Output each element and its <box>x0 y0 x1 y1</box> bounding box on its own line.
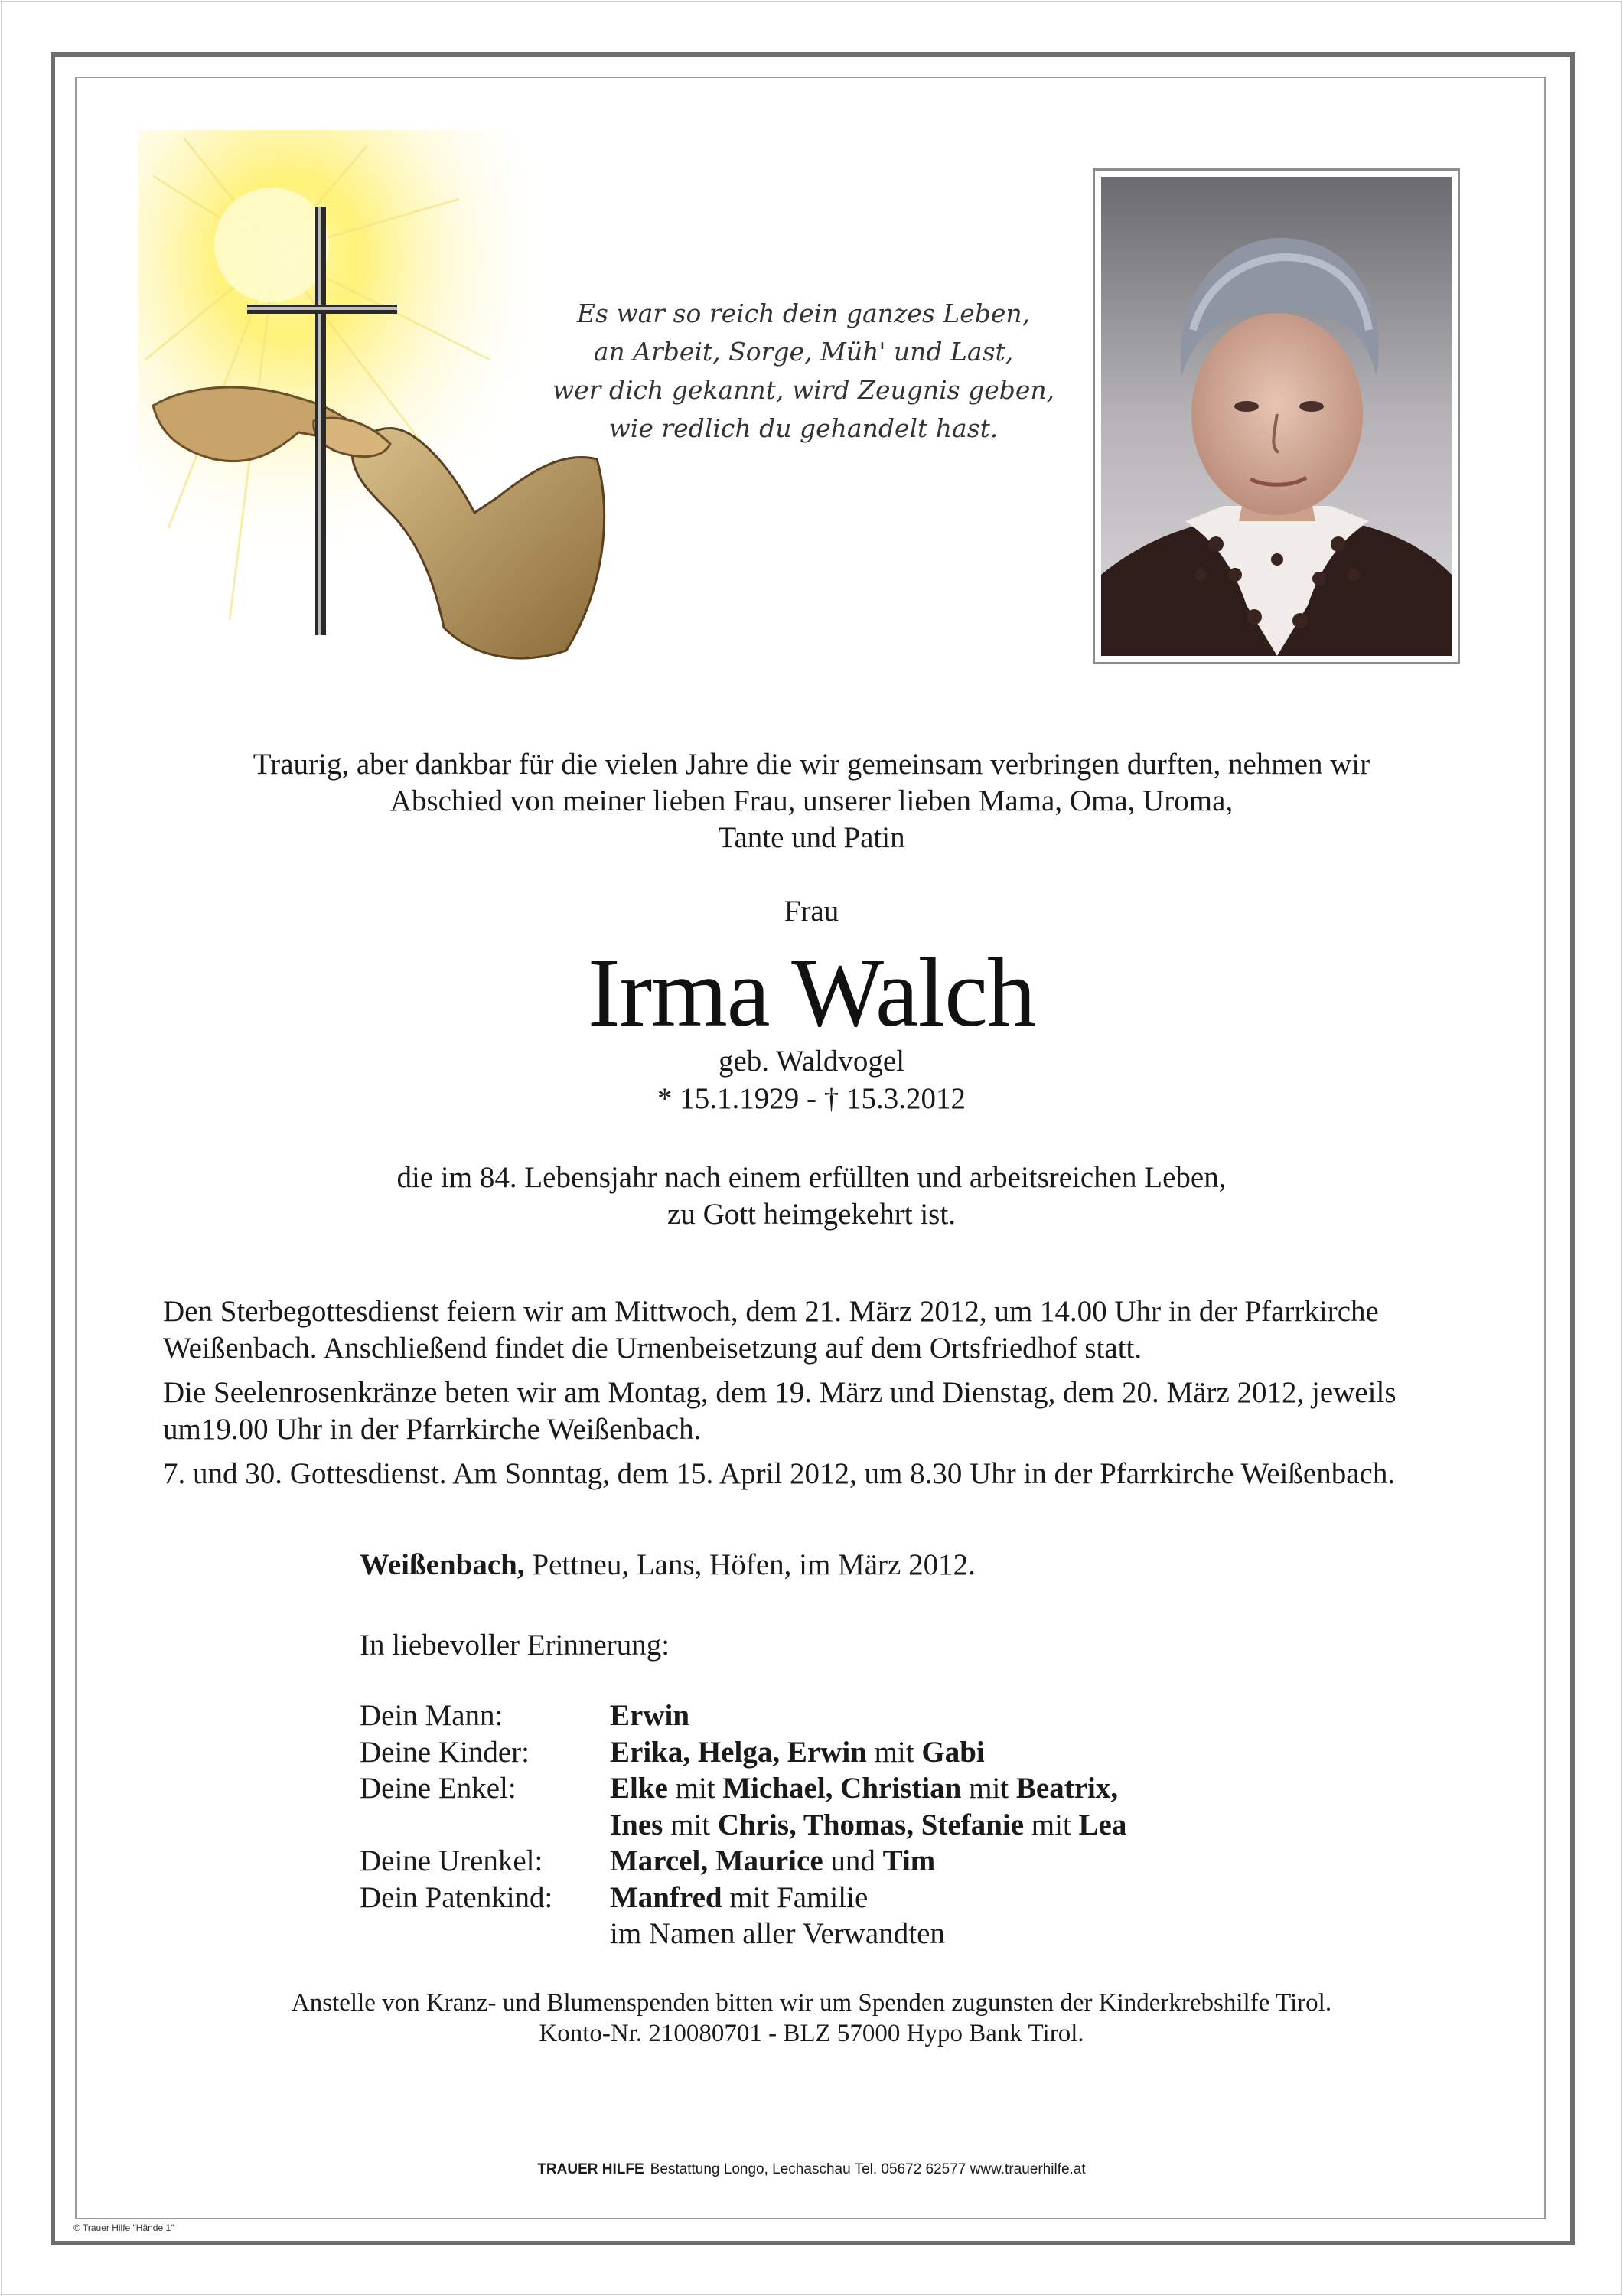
footer-brand: TRAUER HILFE <box>537 2161 644 2177</box>
family-names <box>610 1843 935 1880</box>
family-name-part: Tim <box>882 1844 936 1877</box>
family-name-part: Elke <box>610 1772 668 1805</box>
family-label <box>360 1916 610 1952</box>
service-paragraph <box>163 1456 1479 1492</box>
family-list <box>360 1698 1126 1952</box>
family-label: Deine Urenkel: <box>360 1844 543 1877</box>
family-name-part: Gabi <box>921 1735 985 1769</box>
footer-text: Bestattung Longo, Lechaschau Tel. 05672 62577 www.trauerhilfe.at <box>650 2161 1086 2177</box>
family-row <box>360 1734 1126 1771</box>
family-row <box>360 1916 1126 1952</box>
life-line: zu Gott heimgekehrt ist. <box>667 1198 956 1231</box>
deceased-name: Irma Walch <box>587 938 1036 1047</box>
service-line: 7. und 30. Gottesdienst. Am Sonntag, dem 15. April 2012, um 8.30 Uhr in der Pfarrkirche Weißenbach. <box>163 1457 1396 1490</box>
place-rest: Pettneu, Lans, Höfen, im März 2012. <box>524 1548 976 1581</box>
family-name-part: mit <box>961 1772 1016 1805</box>
intro-line: Traurig, aber dankbar für die vielen Jahre die wir gemeinsam verbringen durften, nehmen wir <box>253 748 1370 781</box>
donation-line: Anstelle von Kranz- und Blumenspenden bitten wir um Spenden zugunsten der Kinderkrebshilfe Tirol. <box>291 1989 1332 2017</box>
family-name-part: Manfred <box>610 1880 722 1914</box>
life-line: die im 84. Lebensjahr nach einem erfüllten und arbeitsreichen Leben, <box>396 1161 1227 1194</box>
family-label: Dein Patenkind: <box>360 1880 553 1914</box>
donation-note <box>0 1988 1623 2049</box>
family-name-part: Erika, Helga, Erwin <box>610 1735 867 1769</box>
family-names <box>610 1734 985 1771</box>
family-names <box>610 1770 1118 1807</box>
family-label: Deine Enkel: <box>360 1772 517 1805</box>
footer <box>0 2161 1623 2179</box>
verse-line: wer dich gekannt, wird Zeugnis geben, <box>552 375 1055 405</box>
verse-line: Es war so reich dein ganzes Leben, <box>576 298 1031 328</box>
donation-line: Konto-Nr. 210080701 - BLZ 57000 Hypo Bank Tirol. <box>539 2020 1084 2047</box>
intro-line: Abschied von meiner lieben Frau, unserer lieben Mama, Oma, Uroma, <box>389 784 1234 817</box>
place-bold: Weißenbach, <box>360 1548 525 1581</box>
family-names <box>610 1807 1126 1844</box>
family-name-part: mit <box>663 1808 718 1841</box>
verse-line: an Arbeit, Sorge, Müh' und Last, <box>593 337 1014 367</box>
copyright: © Trauer Hilfe "Hände 1" <box>73 2223 174 2233</box>
birth-name: geb. Waldvogel <box>718 1045 905 1078</box>
family-label: Dein Mann: <box>360 1699 504 1732</box>
service-line: um19.00 Uhr in der Pfarrkirche Weißenbach. <box>163 1413 702 1446</box>
family-name-part: Lea <box>1078 1808 1127 1841</box>
intro-text <box>0 746 1623 856</box>
family-row <box>360 1807 1126 1844</box>
family-name-part: Erwin <box>610 1699 690 1732</box>
services-info <box>163 1293 1479 1500</box>
family-row <box>360 1880 1126 1916</box>
family-name-part: mit <box>866 1735 922 1769</box>
family-name-part: mit Familie <box>722 1880 869 1914</box>
photo-frame <box>1093 168 1460 664</box>
family-name-part: und <box>823 1844 883 1877</box>
service-paragraph <box>163 1293 1479 1367</box>
verse-line: wie redlich du gehandelt hast. <box>608 413 999 443</box>
memory-heading: In liebevoller Erinnerung: <box>360 1629 670 1662</box>
family-name-part: Beatrix, <box>1015 1772 1119 1805</box>
service-line: Den Sterbegottesdienst feiern wir am Mittwoch, dem 21. März 2012, um 14.00 Uhr in der Pfarrkirche <box>163 1295 1379 1328</box>
family-name-part: Michael, Christian <box>722 1772 962 1805</box>
family-name-part: im Namen aller Verwandten <box>610 1917 945 1950</box>
family-row <box>360 1770 1126 1807</box>
family-names <box>610 1916 945 1952</box>
family-name-part: Ines <box>610 1808 663 1841</box>
family-names <box>610 1880 868 1916</box>
verse <box>536 295 1071 448</box>
family-name-part: mit <box>1024 1808 1079 1841</box>
place-date <box>360 1547 976 1583</box>
service-paragraph <box>163 1375 1479 1448</box>
intro-line: Tante und Patin <box>718 821 905 854</box>
portrait-photo <box>1101 177 1452 656</box>
family-name-part: Marcel, Maurice <box>610 1844 823 1877</box>
life-text <box>0 1159 1623 1233</box>
family-name-part: mit <box>667 1772 723 1805</box>
family-row <box>360 1843 1126 1880</box>
family-label <box>360 1807 610 1844</box>
family-name-part: Chris, Thomas, Stefanie <box>717 1808 1025 1841</box>
family-row <box>360 1698 1126 1734</box>
family-names <box>610 1698 689 1734</box>
service-line: Die Seelenrosenkränze beten wir am Montag, dem 19. März und Dienstag, dem 20. März 2012, jeweils <box>163 1376 1396 1409</box>
service-line: Weißenbach. Anschließend findet die Urnenbeisetzung auf dem Ortsfriedhof statt. <box>163 1332 1142 1365</box>
life-dates: * 15.1.1929 - † 15.3.2012 <box>657 1082 966 1115</box>
salutation: Frau <box>784 895 839 928</box>
family-label: Deine Kinder: <box>360 1735 530 1769</box>
